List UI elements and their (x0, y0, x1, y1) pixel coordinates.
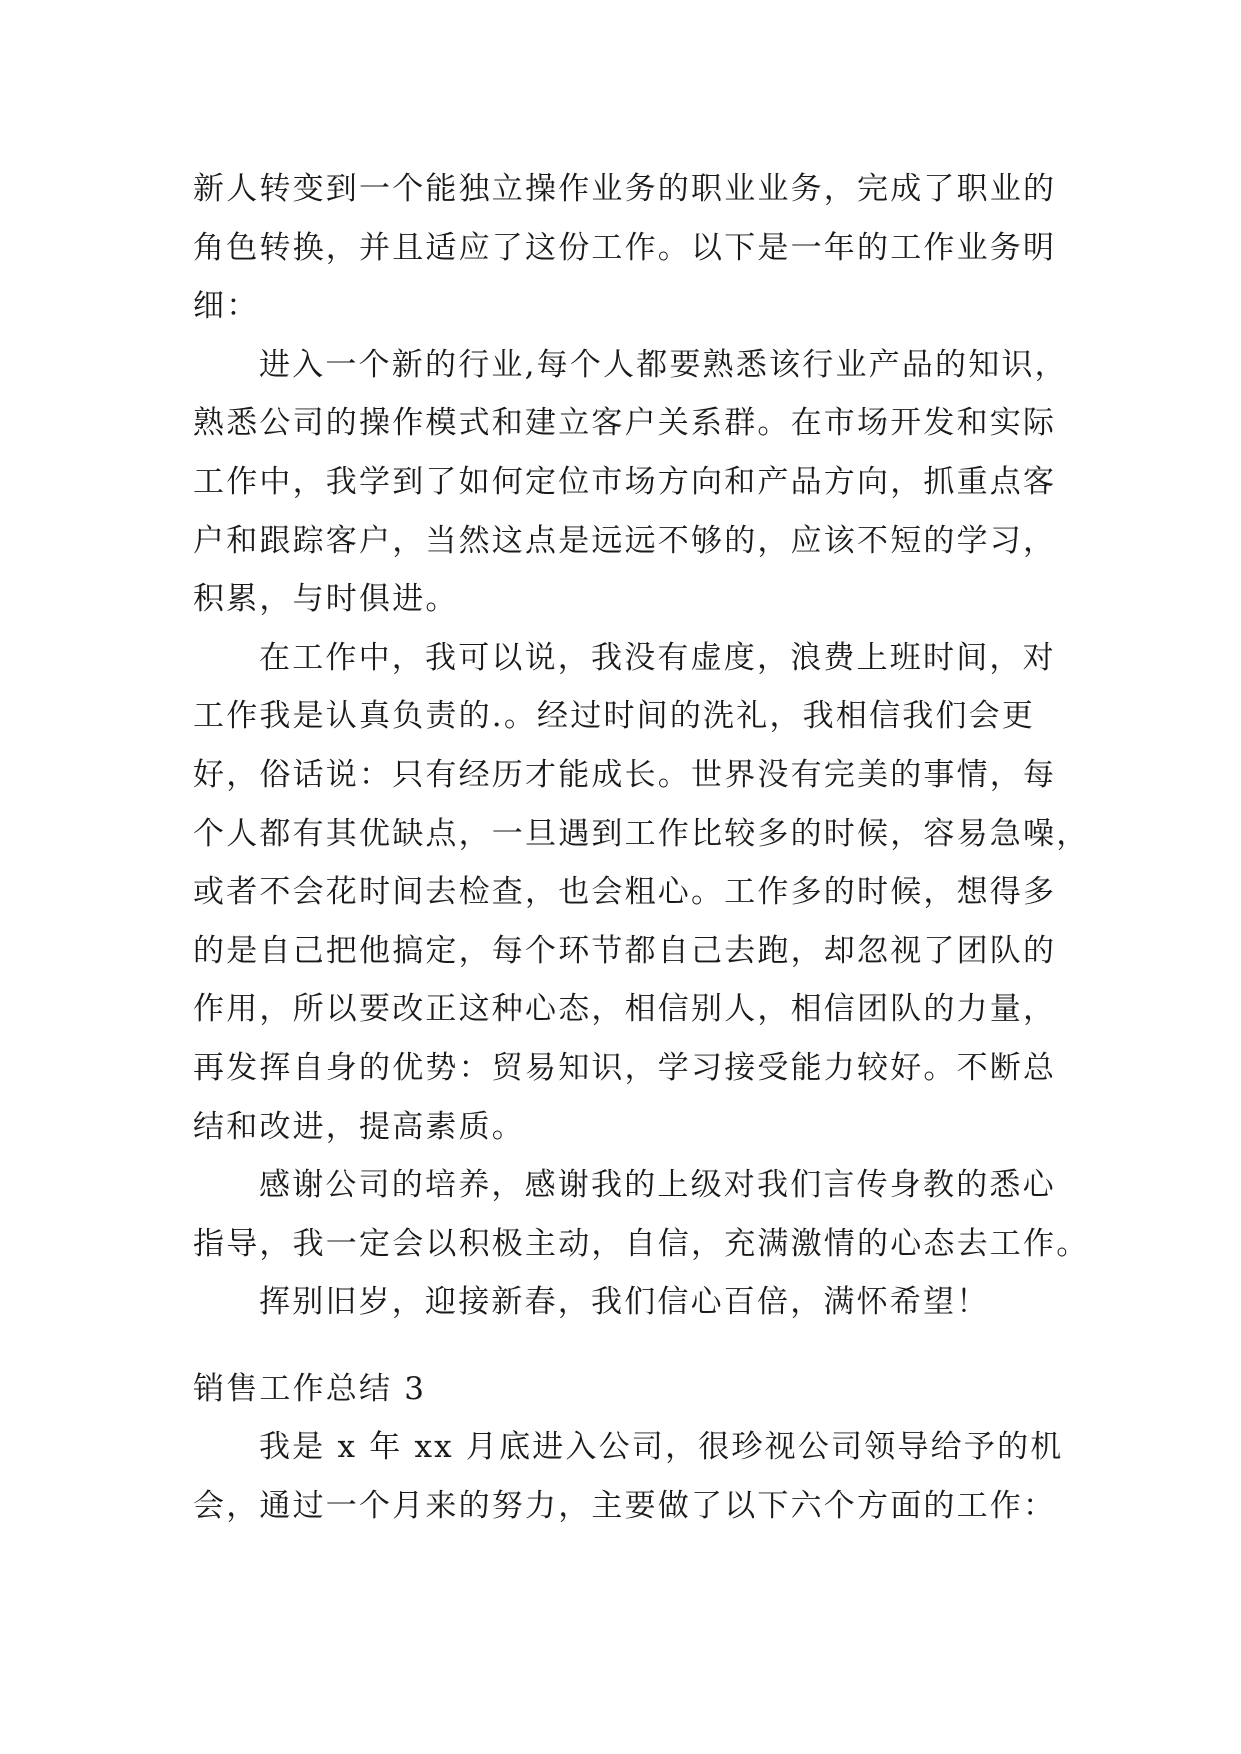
text-line: 户和跟踪客户，当然这点是远远不够的，应该不短的学习， (193, 522, 1057, 559)
text-line: 个人都有其优缺点，一旦遇到工作比较多的时候，容易急噪， (193, 815, 1090, 852)
text-line: 会，通过一个月来的努力，主要做了以下六个方面的工作： (193, 1488, 1057, 1525)
paragraph-section3-intro (193, 1418, 1064, 1535)
text-line: 再发挥自身的优势：贸易知识，学习接受能力较好。不断总 (193, 1049, 1057, 1086)
section-heading (193, 1360, 1053, 1419)
text-line: 细： (193, 288, 260, 325)
text-line: 的是自己把他搞定，每个环节都自己去跑，却忽视了团队的 (193, 932, 1057, 969)
text-line: 我是 x 年 xx 月底进入公司，很珍视公司领导给予的机 (259, 1429, 1064, 1466)
text-line: 感谢公司的培养，感谢我的上级对我们言传身教的悉心 (259, 1167, 1056, 1204)
text-line: 作用，所以要改正这种心态，相信别人，相信团队的力量， (193, 991, 1057, 1028)
text-line: 角色转换，并且适应了这份工作。以下是一年的工作业务明 (193, 229, 1057, 266)
paragraph-new-industry (193, 336, 1068, 629)
text-line: 指导，我一定会以积极主动，自信，充满激情的心态去工作。 (193, 1225, 1090, 1262)
paragraph-thanks (193, 1156, 1090, 1273)
text-line: 工作我是认真负责的.。经过时间的洗礼，我相信我们会更 (193, 698, 1036, 735)
text-line: 好，俗话说：只有经历才能成长。世界没有完美的事情，每 (193, 756, 1057, 793)
text-line: 或者不会花时间去检查，也会粗心。工作多的时候，想得多 (193, 874, 1057, 911)
paragraph-farewell (193, 1273, 1053, 1332)
text-line: 结和改进，提高素质。 (193, 1108, 525, 1145)
text-line: 挥别旧岁，迎接新春，我们信心百倍，满怀希望！ (259, 1284, 990, 1321)
text-line: 新人转变到一个能独立操作业务的职业业务，完成了职业的 (193, 171, 1057, 207)
paragraph-intro (193, 160, 1057, 336)
text-line: 熟悉公司的操作模式和建立客户关系群。在市场开发和实际 (193, 405, 1057, 442)
text-line: 进入一个新的行业,每个人都要熟悉该行业产品的知识， (259, 346, 1068, 383)
text-line: 积累，与时俱进。 (193, 581, 459, 618)
text-line: 工作中，我学到了如何定位市场方向和产品方向，抓重点客 (193, 463, 1057, 500)
text-line: 在工作中，我可以说，我没有虚度，浪费上班时间，对 (259, 639, 1056, 676)
paragraph-work-attitude (193, 629, 1090, 1156)
section-title: 销售工作总结 3 (193, 1370, 427, 1407)
document-page (193, 160, 1090, 1536)
